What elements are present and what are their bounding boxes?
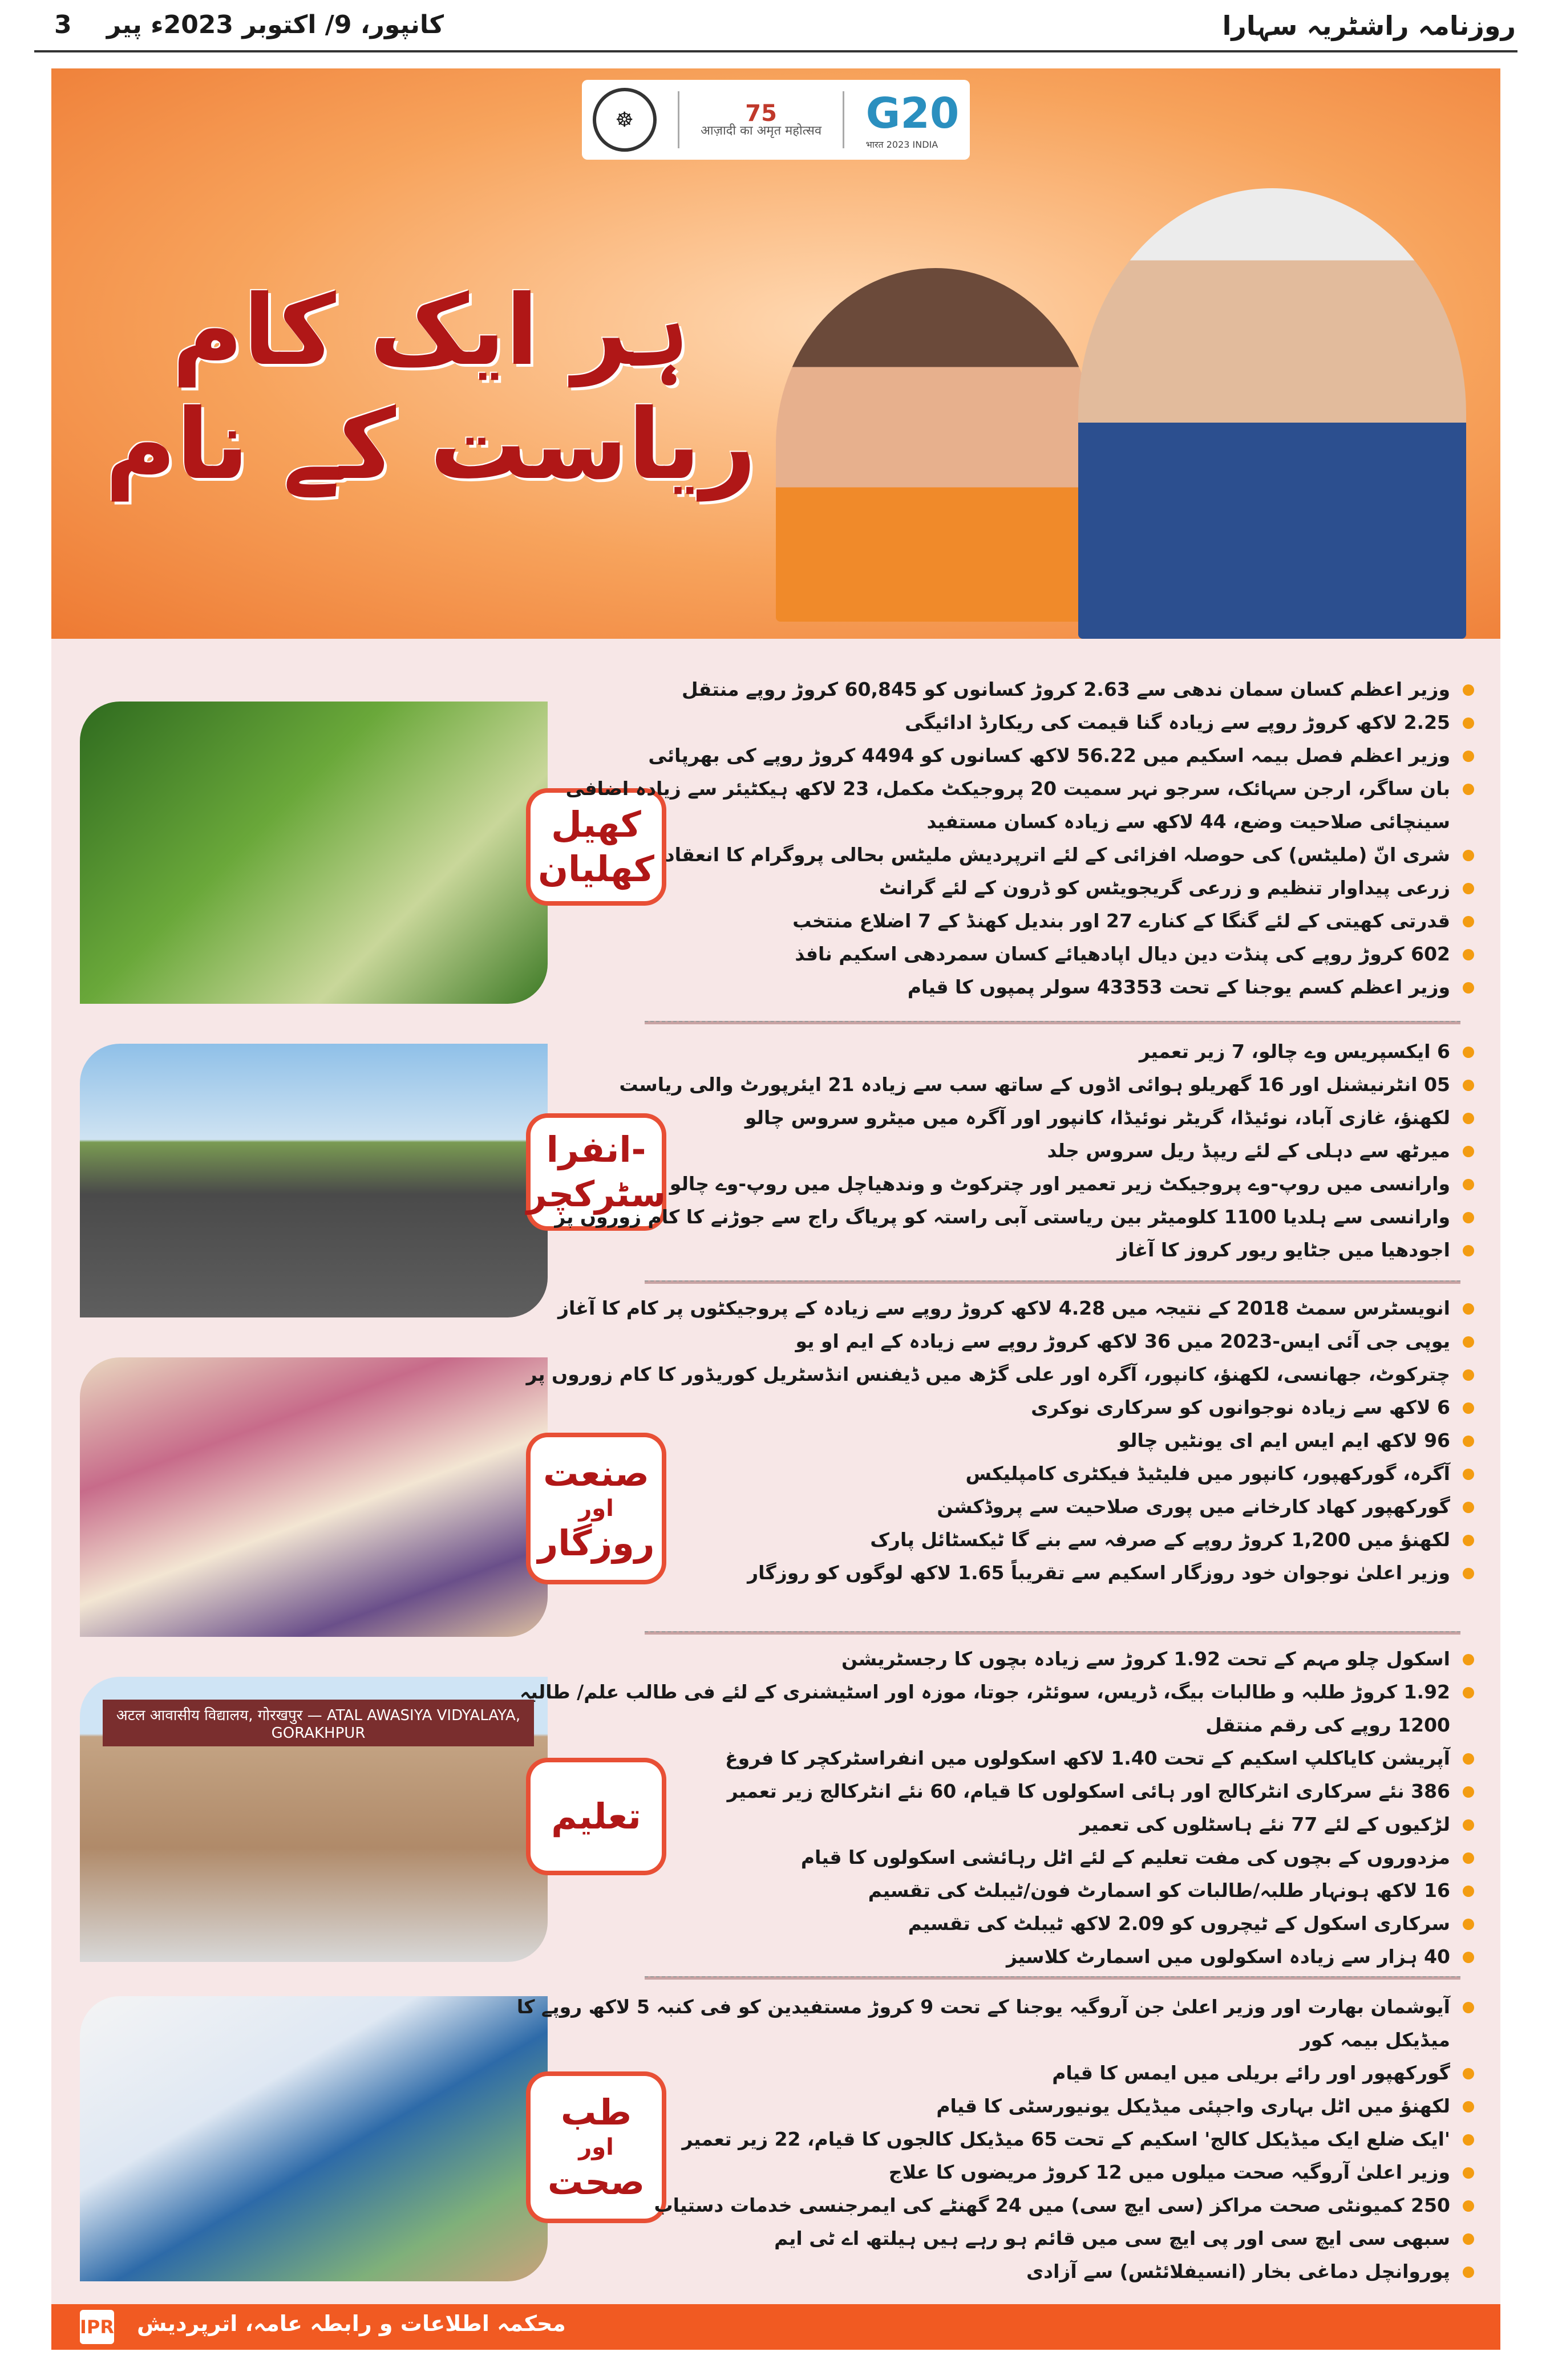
school-building-photo xyxy=(80,1677,548,1962)
list-item: 602 کروڑ روپے کی پنڈت دین دیال اپادھیائے کسان سمردھی اسکیم نافذ xyxy=(508,938,1478,971)
list-item: وزیر اعلیٰ نوجوان خود روزگار اسکیم سے تقریباً 1.65 لاکھ لوگوں کو روزگار xyxy=(508,1556,1478,1590)
section-list-infrastructure xyxy=(508,1035,1478,1267)
list-item: اسکول چلو مہم کے تحت 1.92 کروڑ سے زیادہ بچوں کا رجسٹریشن xyxy=(508,1643,1478,1676)
list-item: وارانسی میں روپ-وے پروجیکٹ زیر تعمیر اور چترکوٹ و وندھیاچل میں روپ-وے چالو xyxy=(508,1167,1478,1201)
list-item: لکھنؤ میں 1,200 کروڑ روپے کے صرفہ سے بنے گا ٹیکسٹائل پارک xyxy=(508,1523,1478,1556)
section-title-line: اور xyxy=(578,2134,614,2160)
sugarcane-photo xyxy=(80,702,548,1004)
headline-line-1: ہر ایک کام xyxy=(172,274,690,387)
headline xyxy=(103,274,759,502)
paper-name: روزنامہ راشٹریہ سہارا xyxy=(1222,10,1516,41)
list-item: سرکاری اسکول کے ٹیچروں کو 2.09 لاکھ ٹیبلٹ کی تقسیم xyxy=(508,1907,1478,1940)
section-title-line: کھلیان xyxy=(538,848,654,890)
list-item: وزیر اعظم کسم یوجنا کے تحت 43353 سولر پمپوں کا قیام xyxy=(508,971,1478,1004)
page-number: 3 xyxy=(54,10,72,39)
g20-text: G20 xyxy=(865,89,960,138)
list-item: آگرہ، گورکھپور، کانپور میں فلیٹیڈ فیکٹری کامپلیکس xyxy=(508,1457,1478,1490)
masthead xyxy=(0,0,1550,51)
section-list-agriculture xyxy=(508,673,1478,1004)
list-item: انویسٹرس سمٹ 2018 کے نتیجہ میں 4.28 لاکھ کروڑ روپے سے زیادہ کے پروجیکٹوں پر کام کا آغاز xyxy=(508,1292,1478,1325)
health-camp-photo xyxy=(80,1996,548,2281)
list-item: مزدوروں کے بچوں کی مفت تعلیم کے لئے اٹل رہائشی اسکولوں کا قیام xyxy=(508,1841,1478,1874)
section-title-line: روزگار xyxy=(537,1522,655,1564)
azadi-75: 75 xyxy=(745,100,777,127)
list-item: وزیر اعلیٰ آروگیہ صحت میلوں میں 12 کروڑ مریضوں کا علاج xyxy=(508,2156,1478,2189)
masthead-rule xyxy=(34,50,1517,52)
list-item: وزیر اعظم کسان سمان ندھی سے 2.63 کروڑ کسانوں کو 60,845 کروڑ روپے منتقل xyxy=(508,673,1478,706)
list-item: 1.92 کروڑ طلبہ و طالبات بیگ، ڈریس، سوئٹر، جوتا، موزہ اور اسٹیشنری کے لئے فی طالب علم/ طالبہ 1200 روپے کی رقم منتقل xyxy=(508,1676,1478,1742)
section-title-line: انفرا- xyxy=(546,1129,646,1170)
date-line: کانپور، 9/ اکتوبر 2023ء پیر xyxy=(106,10,444,39)
ipr-logo-icon: IPR xyxy=(80,2310,114,2344)
job-letters-photo xyxy=(80,1357,548,1637)
section-divider xyxy=(645,1631,1460,1635)
list-item: وارانسی سے ہلدیا 1100 کلومیٹر بین ریاستی آبی راستہ کو پریاگ راج سے جوڑنے کا کام زوروں پر xyxy=(508,1201,1478,1234)
section-list-health xyxy=(508,1990,1478,2288)
section-title-line: کھیل xyxy=(551,804,641,845)
portrait-chief-minister xyxy=(776,268,1095,622)
list-item: یوپی جی آئی ایس-2023 میں 36 لاکھ کروڑ روپے سے زیادہ کے ایم او یو xyxy=(508,1325,1478,1358)
section-divider xyxy=(645,1976,1460,1980)
list-item: وزیر اعظم فصل بیمہ اسکیم میں 56.22 لاکھ کسانوں کو 4494 کروڑ روپے کی بھرپائی xyxy=(508,739,1478,772)
list-item: پوروانچل دماغی بخار (انسیفلائٹس) سے آزادی xyxy=(508,2255,1478,2288)
list-item: زرعی پیداوار تنظیم و زرعی گریجویٹس کو ڈرون کے لئے گرانٹ xyxy=(508,871,1478,905)
list-item: 96 لاکھ ایم ایس ایم ای یونٹیں چالو xyxy=(508,1424,1478,1457)
expressway-photo xyxy=(80,1044,548,1317)
footer-department-name: محکمہ اطلاعات و رابطہ عامہ، اترپردیش xyxy=(137,2311,566,2336)
logos-strip xyxy=(582,80,970,160)
portrait-prime-minister xyxy=(1078,188,1466,639)
list-item: سبھی سی ایچ سی اور پی ایچ سی میں قائم ہو رہے ہیں ہیلتھ اے ٹی ایم xyxy=(508,2222,1478,2255)
list-item: بان ساگر، ارجن سہائک، سرجو نہر سمیت 20 پروجیکٹ مکمل، 23 لاکھ ہیکٹیئر سے زیادہ اضافی سینچائی صلاحیت وضع، 44 لاکھ سے زیادہ کسان مستفید xyxy=(508,772,1478,838)
g20-logo xyxy=(866,89,960,151)
list-item: 6 ایکسپریس وے چالو، 7 زیر تعمیر xyxy=(508,1035,1478,1068)
logo-divider xyxy=(843,91,844,148)
section-list-industry-employment xyxy=(508,1292,1478,1590)
list-item: میرٹھ سے دہلی کے لئے ریپڈ ریل سروس جلد xyxy=(508,1134,1478,1167)
list-item: 'ایک ضلع ایک میڈیکل کالج' اسکیم کے تحت 65 میڈیکل کالجوں کا قیام، 22 زیر تعمیر xyxy=(508,2123,1478,2156)
section-title-line: تعلیم xyxy=(551,1795,641,1837)
g20-sub: भारत 2023 INDIA xyxy=(865,139,938,150)
list-item: آپریشن کایاکلپ اسکیم کے تحت 1.40 لاکھ اسکولوں میں انفراسٹرکچر کا فروغ xyxy=(508,1742,1478,1775)
list-item: اجودھیا میں جٹایو ریور کروز کا آغاز xyxy=(508,1234,1478,1267)
azadi-text: आज़ादी का अमृत महोत्सव xyxy=(701,124,822,138)
section-title-line: صنعت xyxy=(543,1453,649,1494)
azadi-ka-amrit-mahotsav-logo xyxy=(701,102,821,137)
list-item: شری انّ (ملیٹس) کی حوصلہ افزائی کے لئے اترپردیش ملیٹس بحالی پروگرام کا انعقاد xyxy=(508,838,1478,871)
list-item: لکھنؤ میں اٹل بہاری واجپئی میڈیکل یونیورسٹی کا قیام xyxy=(508,2090,1478,2123)
list-item: آیوشمان بھارت اور وزیر اعلیٰ جن آروگیہ یوجنا کے تحت 9 کروڑ مستفیدین کو فی کنبہ 5 لاکھ روپے کا میڈیکل بیمہ کور xyxy=(508,1990,1478,2057)
section-title-line: صحت xyxy=(547,2161,645,2203)
list-item: قدرتی کھیتی کے لئے گنگا کے کنارے 27 اور بندیل کھنڈ کے 7 اضلاع منتخب xyxy=(508,905,1478,938)
page-date-line xyxy=(54,10,444,39)
list-item: 386 نئے سرکاری انٹرکالج اور ہائی اسکولوں کا قیام، 60 نئے انٹرکالج زیر تعمیر xyxy=(508,1775,1478,1808)
list-item: 40 ہزار سے زیادہ اسکولوں میں اسمارٹ کلاسیز xyxy=(508,1940,1478,1973)
list-item: 6 لاکھ سے زیادہ نوجوانوں کو سرکاری نوکری xyxy=(508,1391,1478,1424)
list-item: گورکھپور کھاد کارخانے میں پوری صلاحیت سے پروڈکشن xyxy=(508,1490,1478,1523)
section-title-line: طب xyxy=(560,2091,632,2133)
list-item: چترکوٹ، جھانسی، لکھنؤ، کانپور، آگرہ اور علی گڑھ میں ڈیفنس انڈسٹریل کوریڈور کا کام زوروں پر xyxy=(508,1358,1478,1391)
logo-divider xyxy=(678,91,679,148)
section-title-line: اور xyxy=(578,1495,614,1522)
list-item: 16 لاکھ ہونہار طلبہ/طالبات کو اسمارٹ فون/ٹیبلٹ کی تقسیم xyxy=(508,1874,1478,1907)
section-divider xyxy=(645,1280,1460,1284)
state-emblem-icon: ☸ xyxy=(593,88,657,152)
section-list-education xyxy=(508,1643,1478,1973)
headline-line-2: ریاست کے نام xyxy=(105,388,756,501)
section-divider xyxy=(645,1021,1460,1024)
list-item: 2.25 لاکھ کروڑ روپے سے زیادہ گنا قیمت کی ریکارڈ ادائیگی xyxy=(508,706,1478,739)
list-item: 250 کمیونٹی صحت مراکز (سی ایچ سی) میں 24 گھنٹے کی ایمرجنسی خدمات دستیاب xyxy=(508,2189,1478,2222)
list-item: لکھنؤ، غازی آباد، نوئیڈا، گریٹر نوئیڈا، کانپور اور آگرہ میں میٹرو سروس چالو xyxy=(508,1101,1478,1134)
list-item: گورکھپور اور رائے بریلی میں ایمس کا قیام xyxy=(508,2057,1478,2090)
school-signboard: अटल आवासीय विद्यालय, गोरखपुर — ATAL AWASIYA VIDYALAYA, GORAKHPUR xyxy=(103,1700,534,1746)
list-item: لڑکیوں کے لئے 77 نئے ہاسٹلوں کی تعمیر xyxy=(508,1808,1478,1841)
section-title-line: سٹرکچر xyxy=(526,1173,666,1215)
list-item: 05 انٹرنیشنل اور 16 گھریلو ہوائی اڈوں کے ساتھ سب سے زیادہ 21 ایئرپورٹ والی ریاست xyxy=(508,1068,1478,1101)
